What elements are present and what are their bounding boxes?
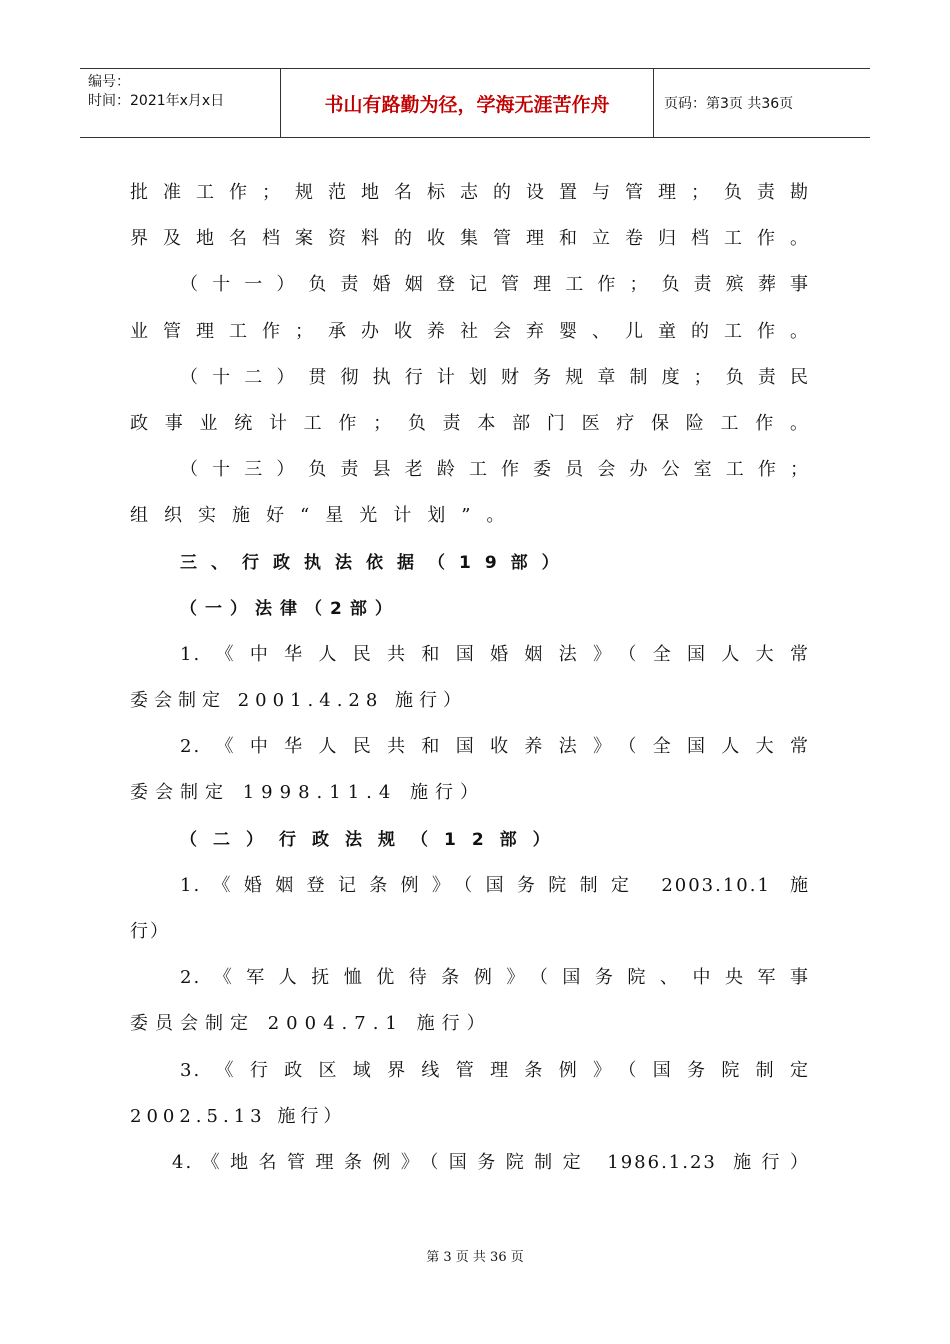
page-footer: 第 3 页 共 36 页 [426, 1250, 524, 1265]
text-line: 4.《地名管理条例》（国务院制定 1986.1.23 施行） [172, 1151, 810, 1173]
text-line: 政事业统计工作；负责本部门医疗保险工作。 [130, 412, 810, 434]
text-line: 2.《中华人民共和国收养法》（全国人大常 [180, 736, 810, 758]
header-meta [80, 69, 280, 137]
text-line: 1.《婚姻登记条例》（国务院制定 2003.10.1 施 [180, 874, 810, 896]
text-line: （十三）负责县老龄工作委员会办公室工作； [180, 459, 810, 481]
document-number-label: 编号： [88, 74, 130, 90]
subsection-heading: （二）行政法规（12部） [180, 829, 566, 850]
text-line: 2002.5.13 施行） [130, 1105, 347, 1127]
text-line: 行） [130, 921, 170, 942]
text-line: 界及地名档案资料的收集管理和立卷归档工作。 [130, 228, 810, 250]
text-line: 批准工作；规范地名标志的设置与管理；负责勘 [130, 182, 810, 203]
text-line: 委员会制定 2004.7.1 施行） [130, 1013, 492, 1035]
document-time-label: 时间：2021年x月x日 [88, 93, 225, 109]
text-line: 委会制定 2001.4.28 施行） [130, 690, 468, 712]
page-header [80, 68, 870, 138]
header-motto: 书山有路勤为径，学海无涯苦作舟 [280, 69, 654, 137]
header-page-info: 页码：第3页 共36页 [664, 96, 794, 112]
text-line: （十二）贯彻执行计划财务规章制度；负责民 [180, 366, 810, 388]
text-line: 3.《行政区域界线管理条例》（国务院制定 [180, 1059, 810, 1081]
text-line: 组织实施好“星光计划”。 [130, 505, 521, 527]
text-line: 2.《军人抚恤优待条例》（国务院、中央军事 [180, 967, 810, 989]
text-line: 业管理工作；承办收养社会弃婴、儿童的工作。 [130, 320, 810, 342]
subsection-heading: （一）法律（2部） [180, 598, 400, 619]
document-body [130, 170, 810, 1186]
text-line: 1.《中华人民共和国婚姻法》（全国人大常 [180, 643, 810, 665]
text-line: （十一）负责婚姻登记管理工作；负责殡葬事 [180, 274, 810, 296]
text-line: 委会制定 1998.11.4 施行） [130, 782, 486, 804]
section-heading: 三、行政执法依据（19部） [180, 552, 573, 573]
